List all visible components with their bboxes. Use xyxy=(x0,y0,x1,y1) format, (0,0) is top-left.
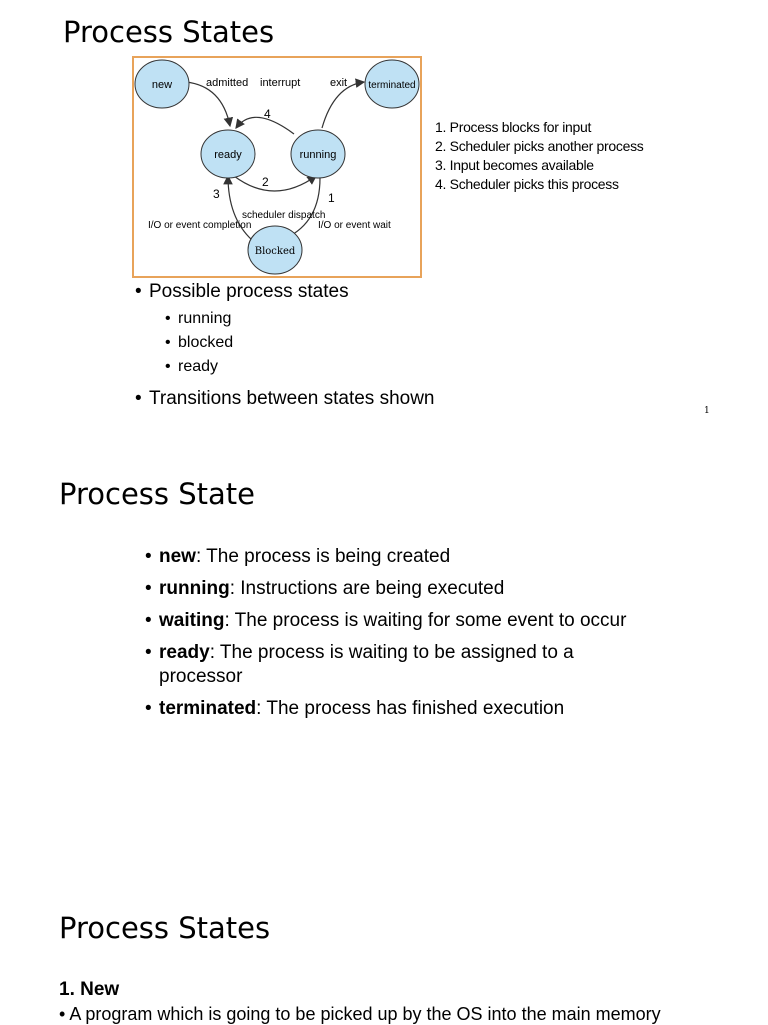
label-num-2: 2 xyxy=(262,175,269,189)
bullet-possible-states: • Possible process states xyxy=(149,280,349,304)
slide1-bullet-list xyxy=(149,280,349,304)
slide3-title: Process States xyxy=(59,911,271,945)
edge-scheduler-dispatch xyxy=(234,176,316,191)
desc-waiting: : The process is waiting for some event to occur xyxy=(224,610,627,631)
transition-legend xyxy=(435,118,643,194)
label-terminated: terminated xyxy=(368,80,416,91)
definition-running xyxy=(159,577,629,601)
term-waiting: waiting xyxy=(159,610,225,631)
term-running: running xyxy=(159,578,230,599)
term-ready: ready xyxy=(159,642,210,663)
slide3-first-bullet-text: A program which is going to be picked up by the OS into the main memory xyxy=(69,1004,661,1024)
slide1-bullet-list-2 xyxy=(149,387,435,411)
label-new: new xyxy=(151,79,173,91)
section-heading-new: 1. New xyxy=(59,979,120,1000)
term-new: new xyxy=(159,546,196,567)
slide2-state-definitions xyxy=(159,545,629,729)
label-running: running xyxy=(299,149,337,161)
sub-bullet-running: • running xyxy=(178,307,233,331)
definition-terminated xyxy=(159,697,629,721)
legend-item: 2. Scheduler picks another process xyxy=(435,138,644,154)
definition-ready xyxy=(159,641,629,689)
label-admitted: admitted xyxy=(206,77,249,89)
desc-new: : The process is being created xyxy=(195,546,451,567)
slide3-first-bullet: • A program which is going to be picked up by the OS into the main memory xyxy=(59,1004,661,1024)
bullet-transitions: • Transitions between states shown xyxy=(149,387,435,411)
process-state-diagram xyxy=(132,56,422,278)
page-number: 1 xyxy=(704,406,710,416)
definition-waiting xyxy=(159,609,629,633)
desc-terminated: : The process has finished execution xyxy=(256,698,565,719)
label-interrupt: interrupt xyxy=(260,77,301,89)
label-blocked: Blocked xyxy=(254,246,296,257)
legend-item: 3. Input becomes available xyxy=(435,157,594,173)
definition-new xyxy=(159,545,629,569)
edge-io-wait xyxy=(286,178,320,238)
sub-bullet-ready: • ready xyxy=(178,355,233,379)
label-io-completion: I/O or event completion xyxy=(148,220,252,231)
label-num-4: 4 xyxy=(264,107,271,121)
slide1-title: Process States xyxy=(63,15,275,49)
term-terminated: terminated xyxy=(159,698,257,719)
legend-item: 1. Process blocks for input xyxy=(435,119,592,135)
label-num-1: 1 xyxy=(328,191,335,205)
sub-bullet-blocked: • blocked xyxy=(178,331,233,355)
label-num-3: 3 xyxy=(213,187,220,201)
label-io-wait: I/O or event wait xyxy=(318,220,391,231)
desc-ready: : The process is waiting to be assigned to a processor xyxy=(159,642,574,687)
legend-item: 4. Scheduler picks this process xyxy=(435,176,619,192)
slide1-sub-bullet-list xyxy=(178,307,233,379)
label-scheduler-dispatch: scheduler dispatch xyxy=(242,210,326,221)
label-exit: exit xyxy=(330,77,348,89)
slide2-title: Process State xyxy=(59,477,255,511)
state-diagram-svg xyxy=(134,58,420,276)
label-ready: ready xyxy=(214,149,242,161)
desc-running: : Instructions are being executed xyxy=(229,578,505,599)
